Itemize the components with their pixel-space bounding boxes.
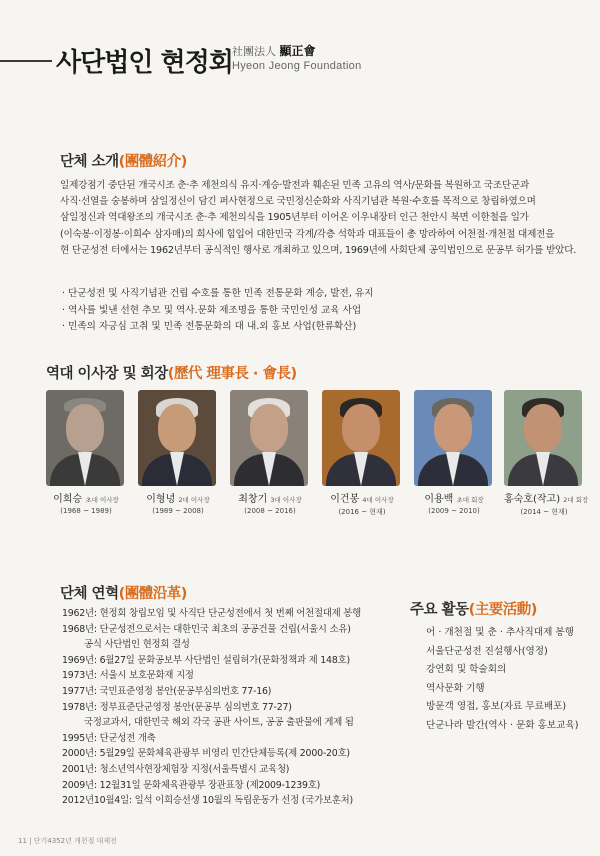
portrait-name <box>322 490 402 505</box>
person-name: 이희승 <box>53 494 83 505</box>
portrait-photo <box>46 390 124 486</box>
list-item: · 단군성전 및 사직기념관 건립 수호를 통한 민족 전통문화 계승, 발전, 유지 <box>62 288 374 299</box>
portrait-photo <box>230 390 308 486</box>
portrait-photo <box>414 390 492 486</box>
page-footer: 11 | 단기4352년 개천절 대제전 <box>18 837 117 845</box>
header-subtitle <box>232 44 362 73</box>
portrait-card <box>322 390 402 517</box>
person-name: 이건봉 <box>330 494 360 505</box>
intro-bullets <box>62 286 582 336</box>
history-heading-hanja: (團體沿革) <box>118 586 187 602</box>
list-item: 역사문화 기행 <box>426 682 485 694</box>
portrait-name <box>46 490 126 505</box>
intro-heading-ko: 단체 소개 <box>60 154 119 170</box>
person-role: 2대 회장 <box>563 496 589 504</box>
portrait-photo <box>138 390 216 486</box>
list-item: 2012년10월4일: 일석 이희승선생 10월의 독립운동가 선정 (국가보훈처) <box>62 795 353 807</box>
activities-heading-hanja: (主要活動) <box>468 602 537 618</box>
list-item: 2000년: 5월29일 문화체육관광부 비영리 민간단체등록(제 2000-20호) <box>62 748 350 760</box>
list-item: 1962년: 현정회 창립모임 및 사직단 단군성전에서 첫 번째 어천절대제 봉행 <box>62 608 362 619</box>
portrait-card <box>230 390 310 515</box>
leaders-heading-hanja: (歷代 理事長 · 會長) <box>167 366 297 382</box>
portrait-card <box>504 390 589 517</box>
header-hanja <box>232 44 362 59</box>
portrait-years: (2014 ~ 현재) <box>520 508 568 516</box>
portrait-card <box>414 390 494 515</box>
list-item: 국정교과서, 대한민국 해외 각국 공관 사이트, 공공 출판물에 게제 됨 <box>84 717 354 729</box>
portrait-years: (2009 ~ 2010) <box>428 507 480 515</box>
list-item: 1968년: 단군성전으로서는 대한민국 최초의 공공건물 건립(서울시 소유) <box>62 623 351 635</box>
list-item: 1969년: 6월27일 문화공보부 사단법인 설립허가(문화정책과 제 148호) <box>62 654 350 666</box>
person-name: 최창기 <box>238 494 268 505</box>
list-item: 1978년: 정부표준단군영정 봉안(문공부 심의번호 77-27) <box>62 701 292 713</box>
leaders-heading-ko: 역대 이사장 및 회장 <box>46 366 168 382</box>
activities-list <box>426 624 596 736</box>
intro-heading-hanja: (團體紹介) <box>118 154 187 170</box>
portrait-name <box>504 490 589 505</box>
list-item: 2009년: 12월31일 문화체육관광부 장관표창 (제2009-1239호) <box>62 779 321 791</box>
list-item: 단군나라 발간(역사 · 문화 홍보교육) <box>426 719 579 731</box>
list-item: 방문객 영접, 홍보(자료 무료배포) <box>426 701 567 713</box>
list-item: 1995년: 단군성전 개축 <box>62 732 156 744</box>
history-heading <box>60 582 187 603</box>
person-role: 4대 이사장 <box>362 496 394 504</box>
history-list <box>62 606 412 809</box>
intro-line: 현 단군성전 터에서는 1962년부터 공식적인 행사로 개최하고 있으며, 1969년에 사회단체 공익법인으로 문공부 허가를 받았다. <box>60 244 577 256</box>
person-name: 홍숙호(작고) <box>504 494 561 505</box>
portrait-photo <box>504 390 582 486</box>
intro-line: 삼일정신과 역대왕조의 개국시조 춘·추 제천의식을 1905년부터 이어온 이우내장터 인근 천안시 북면 이한철을 일가 <box>60 212 529 224</box>
portrait-photo <box>322 390 400 486</box>
hanja-prefix: 社團法人 <box>232 45 276 58</box>
activities-heading-ko: 주요 활동 <box>410 602 469 618</box>
activities-heading <box>410 598 537 619</box>
leaders-heading <box>46 362 297 383</box>
header-rule <box>0 60 52 62</box>
list-item: 1977년: 국민표준영정 봉안(문공부심의번호 77-16) <box>62 685 272 697</box>
person-role: 초대 회장 <box>456 496 484 504</box>
list-item: 공식 사단법인 현정회 결성 <box>84 639 190 651</box>
intro-heading <box>60 150 187 171</box>
intro-paragraph <box>60 178 580 259</box>
person-role: 2대 이사장 <box>178 496 210 504</box>
person-name: 이형녕 <box>146 494 176 505</box>
portrait-card <box>46 390 126 515</box>
list-item: 서울단군성전 진설행사(영정) <box>426 645 548 657</box>
list-item: 강연회 및 학술회의 <box>426 664 507 676</box>
portrait-years: (1968 ~ 1989) <box>60 507 112 515</box>
person-name: 이용백 <box>424 494 454 505</box>
portrait-name <box>230 490 310 505</box>
intro-line: 사직·선열을 숭봉하며 삼일정신이 담긴 퍼사현정으로 국민정신순화와 사직기념관 복원·수호를 목적으로 창립하였으며 <box>60 196 536 208</box>
list-item: 2001년: 청소년역사현장체험장 지정(서울특별시 교육청) <box>62 763 290 775</box>
history-heading-ko: 단체 연혁 <box>60 586 119 602</box>
list-item: 1973년: 서울시 보호문화재 지정 <box>62 670 194 682</box>
intro-line: 일제강점기 중단된 개국시조 춘·추 제천의식 유지·계승·발전과 훼손된 민족 고유의 역사/문화를 복원하고 국조단군과 <box>60 180 530 191</box>
portrait-card <box>138 390 218 515</box>
portrait-years: (2016 ~ 현재) <box>338 508 386 516</box>
list-item: · 역사를 빛낸 선현 추모 및 역사.문화 제조명을 통한 국민인성 교육 사업 <box>62 304 362 316</box>
portrait-years: (2008 ~ 2016) <box>244 507 296 515</box>
page-title: 사단법인 현정회 <box>56 48 233 78</box>
portrait-years: (1989 ~ 2008) <box>152 507 204 515</box>
portrait-name <box>138 490 218 505</box>
portrait-name <box>414 490 494 505</box>
portrait-row <box>46 390 589 550</box>
list-item: 어 · 개천절 및 춘 · 추사직대제 봉행 <box>426 627 574 638</box>
header-english: Hyeon Jeong Foundation <box>232 60 362 72</box>
list-item: · 민족의 자긍심 고취 및 민족 전통문화의 대 내.외 홍보 사업(한류확산) <box>62 321 357 332</box>
person-role: 초대 이사장 <box>85 496 119 504</box>
hanja-name: 顯正會 <box>279 44 316 58</box>
person-role: 3대 이사장 <box>270 496 302 504</box>
intro-line: (이숙봉·이정봉·이희수 삼자매)의 희사에 힘입어 대한민국 각계/각층 석학과 대표들이 총 망라하여 어천절·개천절 대제전을 <box>60 228 555 240</box>
